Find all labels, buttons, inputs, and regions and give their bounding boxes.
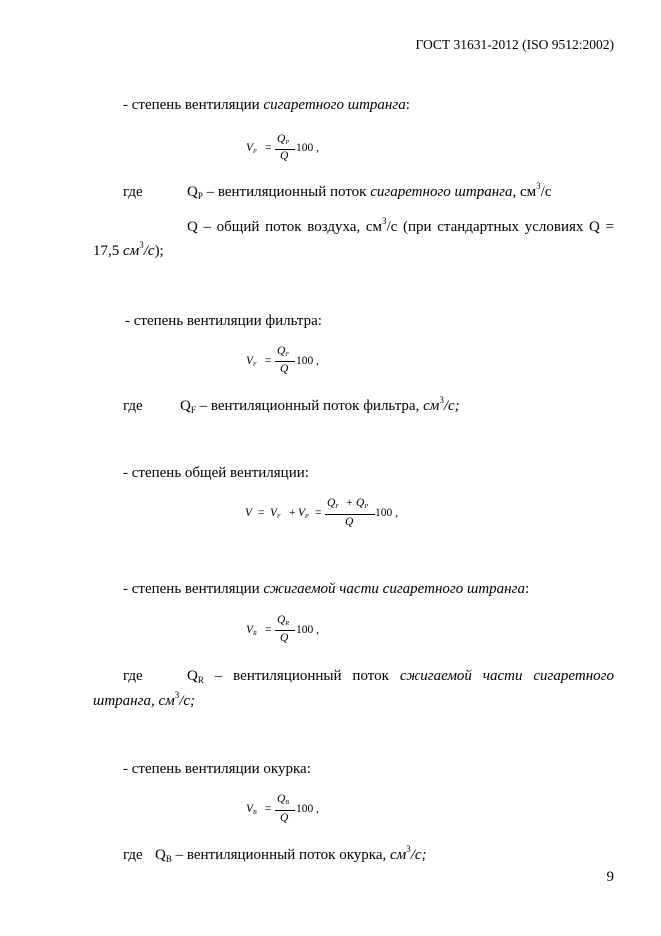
section-3-intro: - степень общей вентиляции: bbox=[123, 465, 309, 481]
qb-definition: $Q_B$ – вентиляционный поток окурка, $см^3/с$; bbox=[155, 844, 427, 864]
where-label-2: где bbox=[123, 398, 143, 414]
page-number: 9 bbox=[606, 869, 614, 885]
q-definition-line1: Q – общий поток воздуха, $см^3/с$ (при стандартных условиях Q = bbox=[187, 216, 615, 235]
section-1-intro: - степень вентиляции сигаретного штранга: bbox=[123, 97, 410, 113]
qf-definition: $Q_F$ – вентиляционный поток фильтра, $см^3/с$; bbox=[180, 395, 460, 415]
section-4-intro: - степень вентиляции сжигаемой части сигаретного штранга: bbox=[123, 581, 530, 597]
qr-definition-line1: $Q_R$ – вентиляционный поток сжигаемой части сигаретного bbox=[187, 668, 614, 685]
where-label-1: где bbox=[123, 184, 143, 200]
document-header: ГОСТ 31631-2012 (ISO 9512:2002) bbox=[415, 37, 614, 52]
where-label-5: где bbox=[123, 847, 143, 863]
section-5-intro: - степень вентиляции окурка: bbox=[123, 761, 311, 777]
q-definition-line2: 17,5 $см^3/с$); bbox=[93, 240, 164, 259]
qr-definition-line2: штранга, $см^3/с$; bbox=[93, 690, 196, 709]
section-2-intro: - степень вентиляции фильтра: bbox=[125, 313, 322, 329]
qp-definition: $Q_P$ – вентиляционный поток сигаретного штранга, $см^3/с$ bbox=[187, 181, 552, 201]
where-label-4: где bbox=[123, 668, 143, 684]
